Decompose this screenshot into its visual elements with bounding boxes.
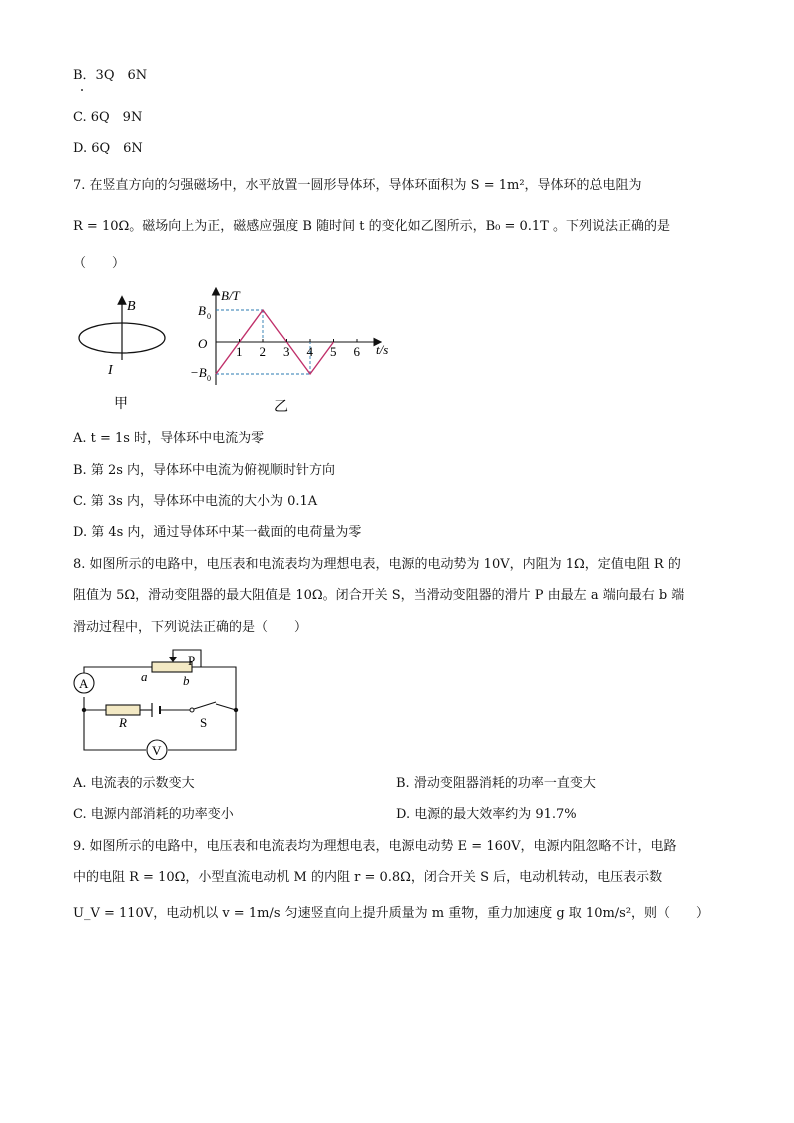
x-tick-label: 1 — [236, 344, 243, 359]
label-b: b — [183, 673, 190, 688]
q7-stem-line1: 7. 在竖直方向的匀强磁场中，水平放置一圆形导体环，导体环面积为 S = 1m²，导体环的总电阻为 — [73, 178, 642, 193]
q7-option-d: D. 第 4s 内，通过导体环中某一截面的电荷量为零 — [73, 525, 362, 540]
origin-label: O — [198, 336, 208, 351]
x-tick-label: 2 — [259, 344, 266, 359]
x-tick-label: 5 — [330, 344, 337, 359]
q8-stem-line1: 8. 如图所示的电路中，电压表和电流表均为理想电表，电源的电动势为 10V，内阻为 1Ω，定值电阻 R 的 — [73, 557, 681, 572]
ammeter-label: A — [79, 676, 89, 691]
q7-option-c: C. 第 3s 内，导体环中电流的大小为 0.1A — [73, 494, 318, 509]
stray-dot — [81, 89, 83, 91]
q8-stem-line2: 阻值为 5Ω，滑动变阻器的最大阻值是 10Ω。闭合开关 S，当滑动变阻器的滑片 P 由最左 a 端向最右 b 端 — [73, 588, 685, 603]
figure-jia — [70, 290, 180, 420]
x-tick-label: 3 — [283, 344, 290, 359]
x-tick-label: 6 — [353, 344, 360, 359]
label-a: a — [141, 669, 148, 684]
option-q6-b: B．3Q 6N — [73, 68, 148, 83]
q7-stem-line2: R = 10Ω。磁场向上为正，磁感应强度 B 随时间 t 的变化如乙图所示，B₀ = 0.1T 。下列说法正确的是 — [73, 219, 670, 234]
negB0-label: −B — [190, 365, 207, 380]
label-R: R — [119, 715, 127, 730]
q8-option-c: C. 电源内部消耗的功率变小 — [73, 807, 234, 822]
figure-yi-chart — [190, 285, 400, 420]
label-B: B — [127, 299, 136, 314]
q8-option-b: B. 滑动变阻器消耗的功率一直变大 — [396, 776, 596, 791]
resistor-R — [106, 705, 140, 715]
q8-option-d: D. 电源的最大效率约为 91.7% — [396, 807, 577, 822]
negB0-sub: 0 — [207, 374, 211, 383]
rheostat — [152, 662, 192, 672]
q9-stem-line1: 9. 如图所示的电路中，电压表和电流表均为理想电表，电源电动势 E = 160V，电源内阻忽略不计，电路 — [73, 839, 677, 854]
label-P: P — [188, 653, 196, 668]
B0-label: B — [198, 303, 206, 318]
q9-stem-line2: 中的电阻 R = 10Ω，小型直流电动机 M 的内阻 r = 0.8Ω，闭合开关 S 后，电动机转动，电压表示数 — [73, 870, 663, 885]
x-tick-label: 4 — [306, 344, 313, 359]
x-axis-label: t/s — [376, 342, 389, 357]
label-I: I — [108, 363, 113, 378]
option-q6-d: D. 6Q 6N — [73, 141, 143, 156]
voltmeter-label: V — [152, 743, 162, 758]
q7-stem-line3: （ ） — [73, 256, 126, 271]
q7-option-b: B. 第 2s 内，导体环中电流为俯视顺时针方向 — [73, 463, 336, 478]
q8-option-a: A. 电流表的示数变大 — [73, 776, 195, 791]
caption-jia: 甲 — [114, 397, 128, 412]
B0-sub: 0 — [207, 312, 211, 321]
q7-option-a: A. t = 1s 时，导体环中电流为零 — [73, 431, 265, 446]
caption-yi: 乙 — [274, 400, 288, 415]
figure-circuit — [68, 645, 248, 760]
q8-stem-line3: 滑动过程中，下列说法正确的是（ ） — [73, 620, 308, 635]
option-q6-c: C. 6Q 9N — [73, 110, 143, 125]
label-S: S — [200, 715, 208, 730]
q9-stem-line3: U_V = 110V，电动机以 v = 1m/s 匀速竖直向上提升质量为 m 重物，重力加速度 g 取 10m/s²，则（ ） — [73, 906, 710, 921]
y-axis-label: B/T — [221, 288, 240, 303]
